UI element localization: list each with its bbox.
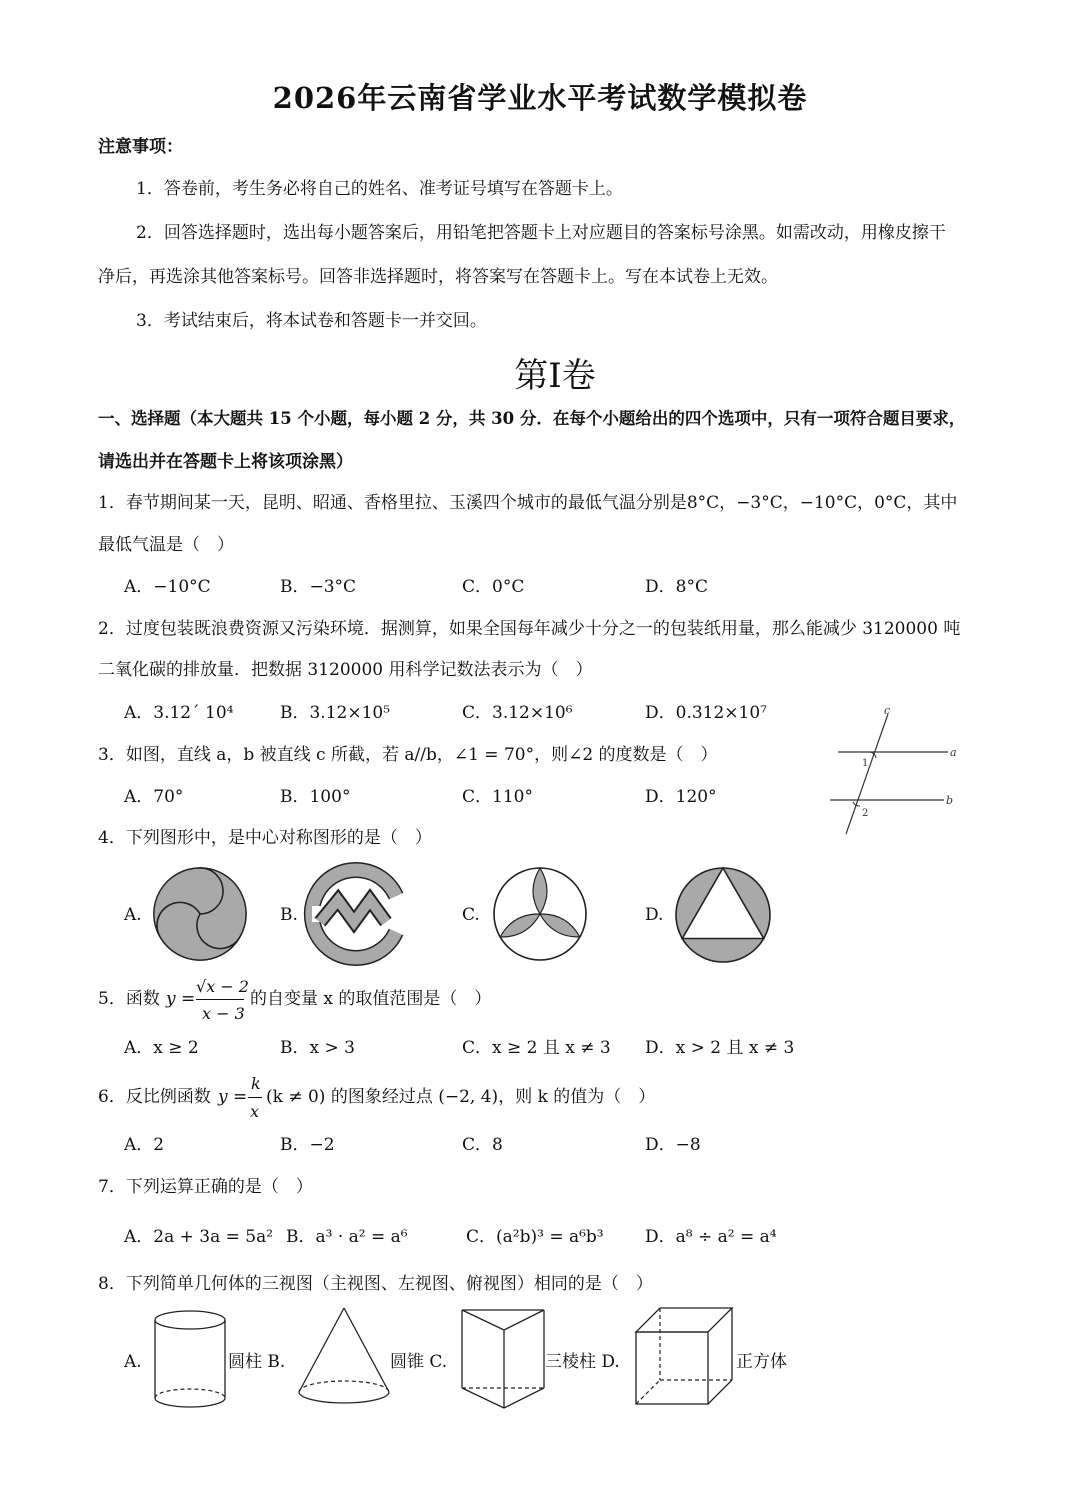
q4-figure-b-logo [308, 866, 408, 962]
q8-prism-figure [458, 1304, 550, 1414]
q6-prefix: 6．反比例函数 [98, 1087, 211, 1107]
q8-label-prism-d: 三棱柱 D. [545, 1352, 620, 1372]
q8-stem: 8．下列简单几何体的三视图（主视图、左视图、俯视图）相同的是（ ） [98, 1274, 653, 1294]
section-heading-line1: 一、选择题（本大题共 15 个小题，每小题 2 分，共 30 分．在每个小题给出的四个选项中，只有一项符合题目要求， [98, 409, 966, 428]
q6-numerator: k [251, 1074, 261, 1093]
q2-option-d: D．0.312×10⁷ [645, 703, 767, 723]
q4-figure-a-swirl [152, 866, 248, 962]
q2-option-c: C．3.12×10⁶ [462, 703, 573, 723]
q1-option-b: B．−3°C [280, 577, 357, 597]
q1-stem-line2: 最低气温是（ ） [98, 535, 234, 555]
q5-suffix: 的自变量 x 的取值范围是（ ） [250, 989, 492, 1009]
q8-label-cylinder-b: 圆柱 B. [228, 1352, 286, 1372]
notice-item-2: 2．回答选择题时，选出每小题答案后，用铅笔把答题卡上对应题目的答案标号涂黑。如需改动，用橡皮擦干 [136, 223, 946, 243]
q5-option-b: B．x > 3 [280, 1038, 355, 1058]
q3-option-a: A．70° [124, 787, 184, 807]
q1-option-a: A．−10°C [124, 577, 211, 597]
q4-option-b: B. [280, 905, 298, 925]
q3-label-c: c [884, 704, 891, 717]
q3-stem: 3．如图，直线 a，b 被直线 c 所截，若 a//b，∠1 = 70°，则∠2 的度数是（ ） [98, 745, 718, 765]
q8-label-cone-c: 圆锥 C. [390, 1352, 448, 1372]
notice-item-3: 3．考试结束后，将本试卷和答题卡一并交回。 [136, 311, 487, 331]
q1-option-c: C．0°C [462, 577, 525, 597]
q5-denominator: x − 3 [202, 1004, 245, 1023]
q1-option-d: D．8°C [645, 577, 708, 597]
q7-option-c: C．(a²b)³ = a⁶b³ [466, 1227, 604, 1247]
q3-label-1: 1 [862, 758, 869, 769]
q4-option-a: A. [124, 905, 142, 925]
q6-suffix: (k ≠ 0) 的图象经过点 (−2, 4)，则 k 的值为（ ） [266, 1087, 656, 1107]
q2-stem-line2: 二氧化碳的排放量．把数据 3120000 用科学记数法表示为（ ） [98, 660, 593, 680]
q4-option-d: D. [645, 905, 664, 925]
q8-label-cube: 正方体 [736, 1352, 787, 1372]
q2-option-a: A．3.12´ 10⁴ [124, 703, 234, 723]
q7-option-d: D．a⁸ ÷ a² = a⁴ [645, 1227, 777, 1247]
q3-parallel-lines-figure [820, 700, 960, 840]
q7-stem: 7．下列运算正确的是（ ） [98, 1177, 313, 1197]
q3-label-2: 2 [862, 808, 869, 819]
q3-option-c: C．110° [462, 787, 533, 807]
q5-fraction-bar [196, 999, 244, 1000]
q8-label-a: A. [124, 1352, 142, 1372]
q8-cone-figure [294, 1306, 394, 1412]
q4-figure-d-triangle [674, 866, 772, 964]
q2-option-b: B．3.12×10⁵ [280, 703, 391, 723]
volume-title: 第I卷 [514, 356, 596, 396]
page-title: 2026年云南省学业水平考试数学模拟卷 [272, 81, 808, 115]
q8-cube-figure [632, 1304, 736, 1408]
q3-option-b: B．100° [280, 787, 351, 807]
q6-option-a: A．2 [124, 1135, 165, 1155]
q3-label-a: a [950, 746, 957, 759]
q3-option-d: D．120° [645, 787, 717, 807]
q8-cylinder-figure [150, 1308, 230, 1412]
q6-y: y = [218, 1087, 248, 1107]
notice-item-2-cont: 净后，再选涂其他答案标号。回答非选择题时，将答案写在答题卡上。写在本试卷上无效。 [98, 267, 778, 287]
q5-prefix: 5．函数 [98, 989, 160, 1009]
q5-option-c: C．x ≥ 2 且 x ≠ 3 [462, 1038, 611, 1058]
q5-option-a: A．x ≥ 2 [124, 1038, 199, 1058]
q4-option-c: C. [462, 905, 480, 925]
q5-option-d: D．x > 2 且 x ≠ 3 [645, 1038, 795, 1058]
q7-option-b: B．a³ · a² = a⁶ [286, 1227, 408, 1247]
q5-numerator: √x − 2 [196, 977, 249, 996]
q4-stem: 4．下列图形中，是中心对称图形的是（ ） [98, 828, 432, 848]
q3-label-b: b [946, 794, 954, 807]
q7-option-a: A．2a + 3a = 5a² [124, 1227, 274, 1247]
q6-denominator: x [250, 1102, 260, 1121]
notice-item-1: 1．答卷前，考生务必将自己的姓名、准考证号填写在答题卡上。 [136, 179, 623, 199]
q6-option-c: C．8 [462, 1135, 503, 1155]
q5-y: y = [166, 989, 196, 1009]
q1-stem-line1: 1．春节期间某一天，昆明、昭通、香格里拉、玉溪四个城市的最低气温分别是8°C，−3°C，−10°C，0°C，其中 [98, 493, 958, 513]
q2-stem-line1: 2．过度包装既浪费资源又污染环境．据测算，如果全国每年减少十分之一的包装纸用量，那么能减少 3120000 吨 [98, 619, 961, 639]
q6-option-b: B．−2 [280, 1135, 335, 1155]
notice-heading: 注意事项： [98, 137, 183, 157]
q6-option-d: D．−8 [645, 1135, 701, 1155]
section-heading-line2: 请选出并在答题卡上将该项涂黑） [98, 452, 353, 472]
q6-fraction-bar [248, 1097, 262, 1098]
q4-figure-c-petals [492, 866, 588, 962]
